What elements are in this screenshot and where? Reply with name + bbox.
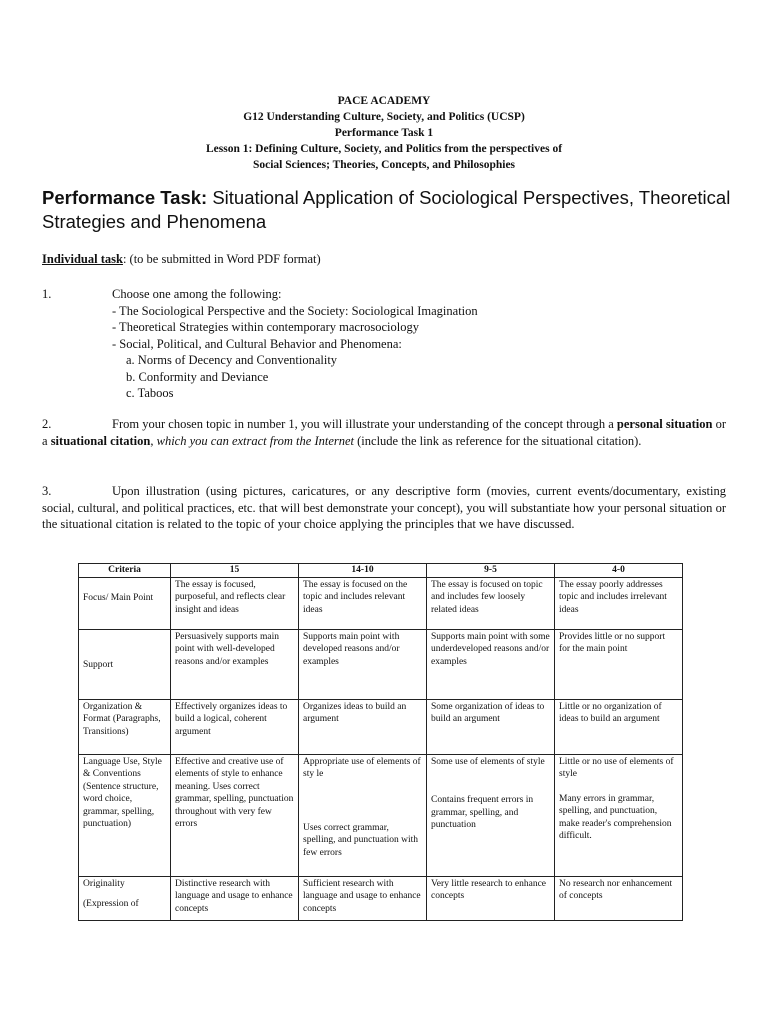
table-row xyxy=(79,876,683,920)
rubric-cell-part: Uses correct grammar, spelling, and punctuation with few errors xyxy=(303,822,419,858)
table-row xyxy=(79,629,683,699)
personal-situation-term: personal situation xyxy=(616,417,713,431)
rubric-cell-part: Contains frequent errors in grammar, spelling, and punctuation xyxy=(431,795,534,830)
rubric-cell xyxy=(299,754,427,876)
rubric-cell: No research nor enhancement of concepts xyxy=(555,876,683,920)
rubric-cell: Very little research to enhance concepts xyxy=(427,876,555,920)
item-1-intro: Choose one among the following: xyxy=(112,287,282,301)
item-2-text-part: (include the link as reference for the situational citation). xyxy=(354,433,642,448)
rubric-cell: Some organization of ideas to build an argument xyxy=(427,699,555,754)
rubric-cell-part: Many errors in grammar, spelling, and punctuation, make reader's comprehension difficult. xyxy=(559,793,672,841)
item-2-text-part: , xyxy=(150,433,157,448)
task-title-text: Situational Application of Sociological Perspectives, Theoretical Strategies and Phenomena xyxy=(42,187,731,232)
criteria-cell: Language Use, Style & Conventions (Sentence structure, word choice, grammar, spelling, punctuation) xyxy=(79,754,171,876)
criteria-cell xyxy=(79,876,171,920)
sub-option: c. Taboos xyxy=(126,386,174,400)
sub-option: a. Norms of Decency and Conventionality xyxy=(126,353,338,367)
lesson-title-line-1: Lesson 1: Defining Culture, Society, and Politics from the perspectives of xyxy=(205,143,563,155)
rubric-header: 15 xyxy=(171,564,299,578)
rubric-header: 14-10 xyxy=(299,564,427,578)
item-2-text-part: or a xyxy=(42,417,726,448)
topic-option: - Social, Political, and Cultural Behavior and Phenomena: xyxy=(112,336,402,351)
individual-task-label: Individual task xyxy=(42,252,123,266)
criteria-label: Originality xyxy=(83,878,125,889)
rubric-cell: Provides little or no support for the main point xyxy=(555,629,683,699)
task-title xyxy=(42,186,732,234)
item-number: 3. xyxy=(42,484,52,498)
rubric-header: Criteria xyxy=(79,564,171,578)
rubric-cell: The essay is focused, purposeful, and reflects clear insight and ideas xyxy=(171,577,299,629)
individual-task-note: : (to be submitted in Word PDF format) xyxy=(122,252,321,266)
school-name: PACE ACADEMY xyxy=(337,95,431,107)
task-number: Performance Task 1 xyxy=(334,127,434,139)
criteria-label: (Expression of xyxy=(83,899,139,909)
topic-option: - The Sociological Perspective and the Society: Sociological Imagination xyxy=(112,303,478,318)
rubric-header-row xyxy=(79,564,683,578)
rubric-cell: Sufficient research with language and usage to enhance concepts xyxy=(299,876,427,920)
individual-task-line xyxy=(42,252,321,267)
table-row xyxy=(79,699,683,754)
rubric-header: 9-5 xyxy=(427,564,555,578)
rubric-cell: The essay is focused on topic and includes few loosely related ideas xyxy=(427,577,555,629)
rubric-cell: Organizes ideas to build an argument xyxy=(299,699,427,754)
course-title: G12 Understanding Culture, Society, and Politics (UCSP) xyxy=(243,111,525,123)
criteria-label: Support xyxy=(83,659,114,670)
rubric-cell-part: Little or no use of elements of style xyxy=(559,756,674,779)
rubric-cell xyxy=(427,754,555,876)
criteria-label: Focus/ Main Point xyxy=(83,592,154,603)
table-row xyxy=(79,577,683,629)
criteria-cell xyxy=(79,629,171,699)
rubric-cell: The essay is focused on the topic and includes relevant ideas xyxy=(299,577,427,629)
topic-option: - Theoretical Strategies within contemporary macrosociology xyxy=(112,320,419,334)
item-3-text: Upon illustration (using pictures, caricatures, or any descriptive form (movies, current events/documentary, existing social, cultural, and political practices, etc. that will best demonstrate your concept), you will substantiate how your personal situation or the situational citation is related to the topic of your choice applying the principles that we have discussed. xyxy=(42,484,726,531)
rubric-cell-part: Appropriate use of elements of sty le xyxy=(303,756,421,779)
document-header xyxy=(0,93,768,173)
rubric-cell: Effective and creative use of elements of style to enhance meaning. Uses correct grammar, spelling, punctuation throughout with very few errors xyxy=(171,754,299,876)
rubric-cell: Distinctive research with language and usage to enhance concepts xyxy=(171,876,299,920)
criteria-cell xyxy=(79,577,171,629)
instruction-item-2 xyxy=(42,416,726,449)
rubric-cell: The essay poorly addresses topic and includes irrelevant ideas xyxy=(555,577,683,629)
rubric-cell xyxy=(555,754,683,876)
internet-source-note: which you can extract from the Internet xyxy=(156,433,355,448)
lesson-title-line-2: Social Sciences; Theories, Concepts, and Philosophies xyxy=(252,159,516,171)
item-number: 2. xyxy=(42,417,52,431)
sub-option: b. Conformity and Deviance xyxy=(126,369,269,384)
rubric-cell: Supports main point with some underdeveloped reasons and/or examples xyxy=(427,629,555,699)
criteria-cell: Organization & Format (Paragraphs, Transitions) xyxy=(79,699,171,754)
rubric-cell: Effectively organizes ideas to build a logical, coherent argument xyxy=(171,699,299,754)
rubric-cell: Supports main point with developed reasons and/or examples xyxy=(299,629,427,699)
rubric-cell-part: Some use of elements of style xyxy=(431,756,545,767)
item-number: 1. xyxy=(42,287,52,301)
table-row xyxy=(79,754,683,876)
item-2-text xyxy=(42,416,726,449)
rubric-table xyxy=(78,563,683,921)
rubric-cell: Little or no organization of ideas to build an argument xyxy=(555,699,683,754)
rubric-cell: Persuasively supports main point with well-developed reasons and/or examples xyxy=(171,629,299,699)
task-title-lead: Performance Task: xyxy=(42,187,208,208)
instruction-item-3 xyxy=(42,483,726,533)
rubric-header: 4-0 xyxy=(555,564,683,578)
item-2-text-part: From your chosen topic in number 1, you will illustrate your understanding of the concept through a xyxy=(112,417,617,431)
situational-citation-term: situational citation xyxy=(50,433,151,448)
